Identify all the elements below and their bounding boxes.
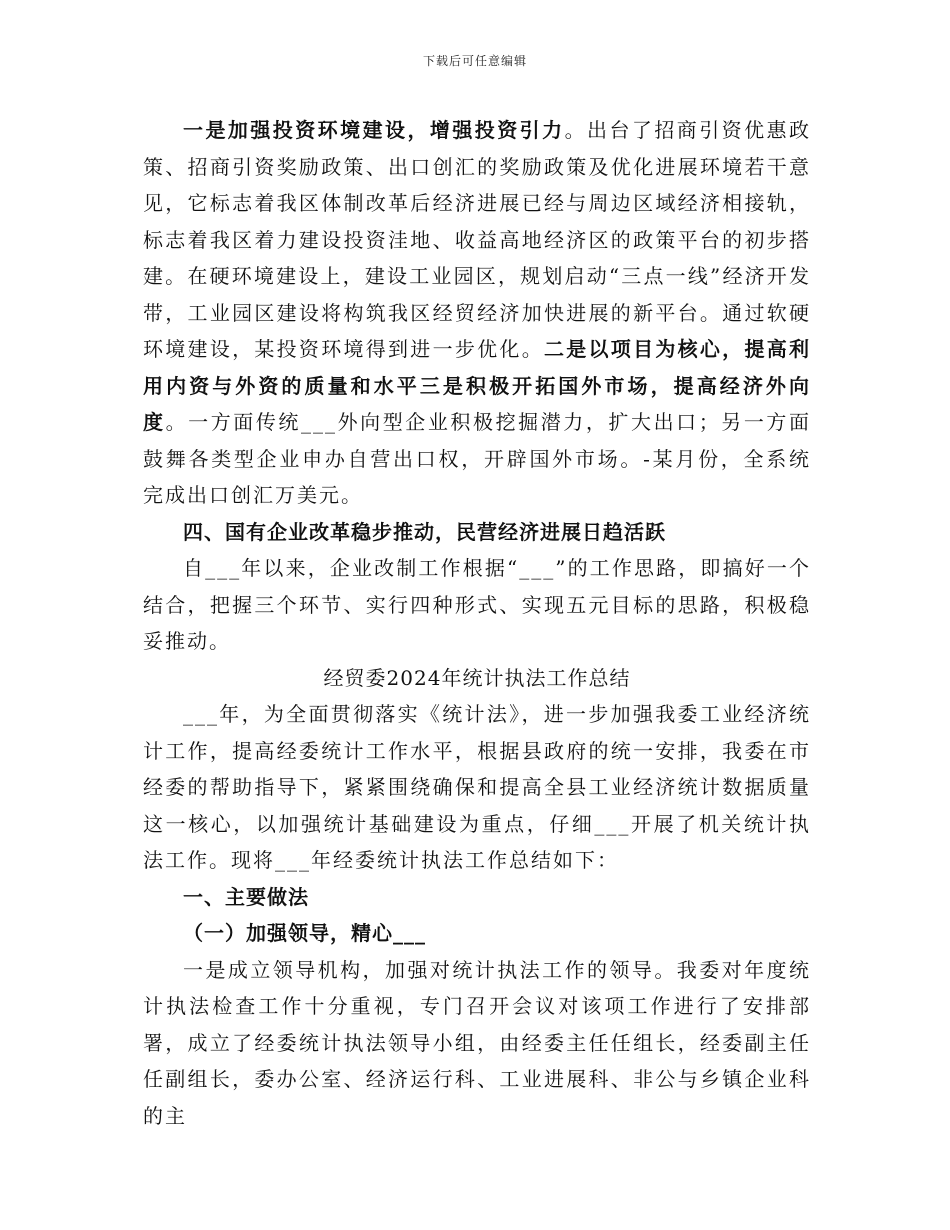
subsection-heading: （一）加强领导，精心___: [183, 921, 426, 945]
paragraph-text-2: 。一方面传统___外向型企业积极挖掘潜力，扩大出口；另一方面鼓舞各类型企业申办自营出口权，开辟国外市场。-某月份，全系统完成出口创汇万美元。: [143, 410, 812, 507]
bold-lead-2: 二是以项目为核心，提高利用内资与外资的质量和水平三是积极开拓国外市场，提高经济外向度: [143, 337, 812, 434]
section-heading-main: 一、主要做法: [183, 884, 309, 909]
paragraph-text: 。出台了招商引资优惠政策、招商引资奖励政策、出口创汇的奖励政策及优化进展环境若干意见，它标志着我区体制改革后经济进展已经与周边区域经济相接轨，标志着我区着力建设投资洼地、收益高地经济区的政策平台的初步搭建。在硬环境建设上，建设工业园区，规划启动“三点一线”经济开发带，工业园区建设将构筑我区经贸经济加快进展的新平台。通过软硬环境建设，某投资环境得到进一步优化。: [143, 118, 812, 361]
paragraph-leadership: 一是成立领导机构，加强对统计执法工作的领导。我委对年度统计执法检查工作十分重视，专门召开会议对该项工作进行了安排部署，成立了经委统计执法领导小组，由经委主任任组长，经委副主任任副组长，委办公室、经济运行科、工业进展科、非公与乡镇企业科的主: [143, 957, 811, 1128]
section-heading-4: 四、国有企业改革稳步推动，民营经济进展日趋活跃: [183, 519, 666, 544]
bold-lead: 一是加强投资环境建设，增强投资引力: [183, 118, 565, 142]
page-header: 下载后可任意编辑: [422, 54, 527, 68]
paragraph-investment: [143, 112, 811, 514]
document-title: 经贸委2024年统计执法工作总结: [323, 665, 631, 690]
document-body: [143, 112, 811, 1134]
paragraph-intro: ___年，为全面贯彻落实《统计法》，进一步加强我委工业经济统计工作，提高经委统计工作水平，根据县政府的统一安排，我委在市经委的帮助指导下，紧紧围绕确保和提高全县工业经济统计数据质量这一核心，以加强统计基础建设为重点，仔细___开展了机关统计执法工作。现将___年经委统计执法工作总结如下：: [143, 702, 811, 872]
paragraph-reform: 自___年以来，企业改制工作根据“___”的工作思路，即搞好一个结合，把握三个环节、实行四种形式、实现五元目标的思路，积极稳妥推动。: [143, 556, 811, 653]
